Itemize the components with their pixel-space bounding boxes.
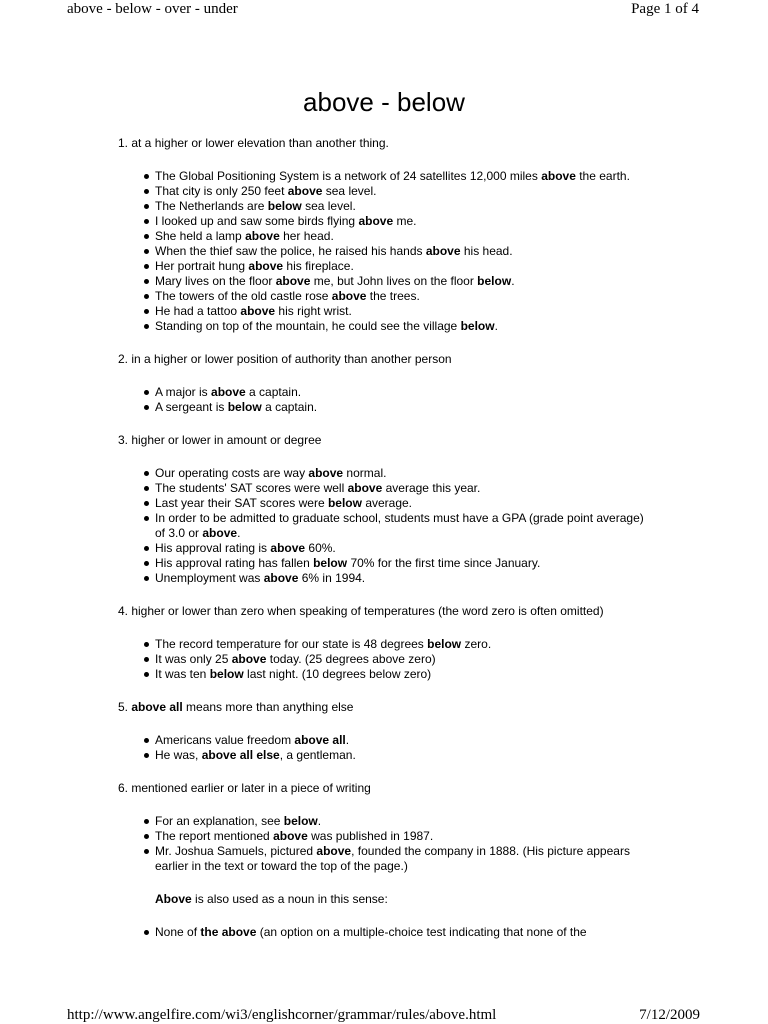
list-item bbox=[118, 556, 648, 571]
text-run: me, but John lives on the floor bbox=[310, 274, 478, 288]
bold-term: above bbox=[248, 259, 284, 273]
text-run: . bbox=[511, 274, 515, 288]
text-run: The report mentioned bbox=[155, 829, 274, 843]
list-item bbox=[118, 184, 648, 199]
text-run: That city is only 250 feet bbox=[155, 184, 288, 198]
example-list bbox=[118, 385, 648, 415]
text-run: The Netherlands are bbox=[155, 199, 268, 213]
section-heading bbox=[118, 604, 648, 619]
list-item bbox=[118, 214, 648, 229]
section-heading bbox=[118, 433, 648, 448]
text-run: his fireplace. bbox=[283, 259, 354, 273]
bold-term: above bbox=[273, 829, 308, 843]
text-run: She held a lamp bbox=[155, 229, 246, 243]
text-run: sea level. bbox=[301, 199, 356, 213]
list-item bbox=[118, 400, 648, 415]
bold-term: below bbox=[327, 496, 362, 510]
text-run: . bbox=[494, 319, 498, 333]
bold-term: below bbox=[313, 556, 348, 570]
bold-term: above bbox=[331, 289, 367, 303]
text-run: (an option on a multiple-choice test indicating that none of the bbox=[256, 925, 587, 939]
text-run: average. bbox=[361, 496, 413, 510]
text-run: The Global Positioning System is a network of 24 satellites 12,000 miles bbox=[155, 169, 542, 183]
text-run: Last year their SAT scores were bbox=[155, 496, 328, 510]
text-run: his right wrist. bbox=[275, 304, 352, 318]
list-item bbox=[118, 289, 648, 304]
bold-term: above bbox=[202, 526, 238, 540]
text-run: sea level. bbox=[322, 184, 377, 198]
bold-term: below bbox=[267, 199, 302, 213]
print-date: 7/12/2009 bbox=[639, 1007, 700, 1023]
list-item bbox=[118, 229, 648, 244]
page-header-title: above - below - over - under bbox=[67, 1, 238, 17]
text-run: was published in 1987. bbox=[307, 829, 434, 843]
text-run: His approval rating has fallen bbox=[155, 556, 314, 570]
bold-term: below bbox=[460, 319, 495, 333]
bold-term: above bbox=[425, 244, 461, 258]
bold-term: below bbox=[209, 667, 244, 681]
bold-term: above bbox=[270, 541, 306, 555]
text-run: In order to be admitted to graduate school, students must have a GPA (grade point average) of 3.0 or bbox=[155, 511, 644, 540]
text-run: 60%. bbox=[305, 541, 336, 555]
list-item bbox=[118, 385, 648, 400]
text-run: It was ten bbox=[155, 667, 210, 681]
bold-term: below bbox=[283, 814, 318, 828]
list-item bbox=[118, 733, 648, 748]
section-heading bbox=[118, 781, 648, 796]
list-item bbox=[118, 844, 648, 874]
bold-term: above bbox=[231, 652, 267, 666]
list-item bbox=[118, 748, 648, 763]
list-item bbox=[118, 199, 648, 214]
list-item bbox=[118, 637, 648, 652]
list-item bbox=[118, 466, 648, 481]
text-run: Her portrait hung bbox=[155, 259, 249, 273]
text-run: me. bbox=[393, 214, 417, 228]
text-run: the earth. bbox=[575, 169, 630, 183]
text-run: . bbox=[345, 733, 350, 747]
text-run: 6. mentioned earlier or later in a piece of writing bbox=[118, 781, 371, 795]
bold-term: above bbox=[541, 169, 576, 183]
text-run: 6% in 1994. bbox=[298, 571, 366, 585]
bold-term: below bbox=[227, 400, 262, 414]
text-run: It was only 25 bbox=[155, 652, 232, 666]
bold-term: above bbox=[211, 385, 246, 399]
document-body bbox=[118, 136, 648, 958]
text-run: average this year. bbox=[382, 481, 481, 495]
text-run: His approval rating is bbox=[155, 541, 271, 555]
example-list bbox=[118, 466, 648, 586]
text-run: Standing on top of the mountain, he could see the village bbox=[155, 319, 461, 333]
text-run: , founded the company in 1888. (His picture appears earlier in the text or toward the top of the page.) bbox=[155, 844, 630, 873]
bold-term: above bbox=[308, 466, 344, 480]
text-run: A major is bbox=[155, 385, 212, 399]
text-run: his head. bbox=[460, 244, 513, 258]
bold-term: above bbox=[316, 844, 352, 858]
page-number: Page 1 of 4 bbox=[631, 1, 699, 17]
text-run: Our operating costs are way bbox=[155, 466, 309, 480]
text-run: He was, bbox=[155, 748, 202, 762]
page-title: above - below bbox=[303, 87, 465, 117]
list-item bbox=[118, 571, 648, 586]
text-run: 2. in a higher or lower position of authority than another person bbox=[118, 352, 452, 366]
text-run: 5. bbox=[118, 700, 132, 714]
text-run: her head. bbox=[279, 229, 334, 243]
list-item bbox=[118, 304, 648, 319]
list-item bbox=[118, 319, 648, 334]
list-item bbox=[118, 244, 648, 259]
section-heading bbox=[118, 352, 648, 367]
text-run: 1. at a higher or lower elevation than another thing. bbox=[118, 136, 389, 150]
list-item bbox=[118, 541, 648, 556]
text-run: today. (25 degrees above zero) bbox=[266, 652, 436, 666]
text-run: 4. higher or lower than zero when speaking of temperatures (the word zero is often omitted) bbox=[118, 604, 604, 618]
list-item bbox=[118, 814, 648, 829]
list-item bbox=[118, 652, 648, 667]
text-run: Americans value freedom bbox=[155, 733, 295, 747]
text-run: . bbox=[237, 526, 241, 540]
bold-term: below bbox=[427, 637, 462, 651]
bold-term: Above bbox=[155, 892, 192, 906]
example-list bbox=[118, 637, 648, 682]
bold-term: above all else bbox=[201, 748, 280, 762]
text-run: zero. bbox=[461, 637, 492, 651]
bold-term: above bbox=[287, 184, 323, 198]
bold-term: above bbox=[358, 214, 394, 228]
text-run: the trees. bbox=[366, 289, 420, 303]
text-run: The students' SAT scores were well bbox=[155, 481, 348, 495]
list-item bbox=[118, 667, 648, 682]
list-item bbox=[118, 259, 648, 274]
section-heading bbox=[118, 136, 648, 151]
source-url: http://www.angelfire.com/wi3/englishcorner/grammar/rules/above.html bbox=[67, 1007, 497, 1023]
text-run: When the thief saw the police, he raised his hands bbox=[155, 244, 426, 258]
text-run: Mary lives on the floor bbox=[155, 274, 276, 288]
bold-term: above bbox=[263, 571, 299, 585]
example-list bbox=[118, 814, 648, 874]
section-heading bbox=[118, 700, 648, 715]
text-run: The record temperature for our state is 48 degrees bbox=[155, 637, 428, 651]
example-list bbox=[118, 169, 648, 334]
text-run: normal. bbox=[343, 466, 387, 480]
list-item bbox=[118, 274, 648, 289]
text-run: I looked up and saw some birds flying bbox=[155, 214, 359, 228]
bold-term: above bbox=[245, 229, 280, 243]
text-run: a captain. bbox=[245, 385, 302, 399]
text-run: Unemployment was bbox=[155, 571, 264, 585]
text-run: last night. (10 degrees below zero) bbox=[243, 667, 432, 681]
list-item bbox=[118, 511, 648, 541]
text-run: Mr. Joshua Samuels, pictured bbox=[155, 844, 317, 858]
bold-term: above all bbox=[294, 733, 346, 747]
bold-term: above bbox=[347, 481, 383, 495]
example-list bbox=[118, 925, 648, 940]
list-item bbox=[118, 496, 648, 511]
bold-term: below bbox=[477, 274, 512, 288]
text-run: The towers of the old castle rose bbox=[155, 289, 332, 303]
text-run: a captain. bbox=[261, 400, 318, 414]
bold-term: above all bbox=[131, 700, 183, 714]
text-run: For an explanation, see bbox=[155, 814, 284, 828]
text-run: , a gentleman. bbox=[279, 748, 356, 762]
text-run: 70% for the first time since January. bbox=[347, 556, 541, 570]
text-run: 3. higher or lower in amount or degree bbox=[118, 433, 322, 447]
list-item bbox=[118, 169, 648, 184]
text-run: . bbox=[317, 814, 322, 828]
text-run: None of bbox=[155, 925, 201, 939]
text-run: is also used as a noun in this sense: bbox=[191, 892, 388, 906]
text-run: He had a tattoo bbox=[155, 304, 241, 318]
bold-term: the above bbox=[200, 925, 257, 939]
list-item bbox=[118, 925, 648, 940]
note-paragraph bbox=[155, 892, 648, 907]
list-item bbox=[118, 481, 648, 496]
list-item bbox=[118, 829, 648, 844]
example-list bbox=[118, 733, 648, 763]
bold-term: above bbox=[240, 304, 276, 318]
text-run: A sergeant is bbox=[155, 400, 228, 414]
bold-term: above bbox=[275, 274, 311, 288]
text-run: means more than anything else bbox=[182, 700, 354, 714]
